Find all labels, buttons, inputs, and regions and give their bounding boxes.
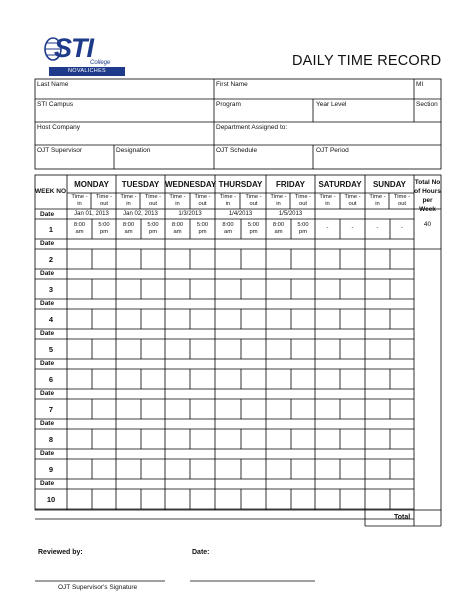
time-in-label-bottom: in: [225, 201, 231, 207]
time-in-label-bottom: in: [276, 201, 281, 207]
week-number: 6: [48, 375, 54, 384]
week1-total-hours: 40: [423, 221, 432, 228]
week-number: 2: [48, 255, 54, 264]
time-out-label-bottom: out: [148, 201, 158, 207]
time-value-top: 8:00: [171, 222, 184, 228]
day-header-6: SUNDAY: [372, 180, 407, 189]
week1-time-in-1: [116, 222, 141, 236]
day-header-4: FRIDAY: [275, 180, 306, 189]
time-out-label-bottom: out: [99, 201, 109, 207]
supervisor-signature-label: OJT Supervisor's Signature: [58, 584, 138, 591]
week-number: 5: [48, 345, 54, 354]
time-value-top: 8:00: [73, 222, 86, 228]
last-name-label: Last Name: [37, 81, 69, 88]
time-value-top: 8:00: [272, 222, 285, 228]
date-value-4: 1/5/2013: [278, 211, 303, 217]
time-value-bottom: am: [75, 229, 84, 235]
time-value-bottom: am: [223, 229, 233, 235]
time-out-header-3: [241, 194, 266, 208]
host-company-label: Host Company: [37, 124, 80, 131]
time-out-label-top: Time -: [95, 194, 113, 200]
week-number: 7: [48, 405, 54, 414]
day-header-5: SATURDAY: [318, 180, 362, 189]
week1-dash-6-1: -: [401, 225, 403, 231]
time-in-label-top: Time -: [120, 194, 137, 200]
week-no-header: WEEK NO: [35, 188, 67, 195]
time-in-header-4: [266, 194, 291, 208]
time-value-bottom: pm: [198, 229, 207, 235]
date-label: Date:: [192, 549, 210, 556]
time-out-header-0: [92, 194, 116, 208]
week1-time-out-0: [92, 222, 116, 236]
time-out-header-4: [291, 194, 315, 208]
section-label: Section: [416, 101, 438, 108]
week1-time-out-2: [190, 222, 215, 236]
designation-label: Designation: [116, 147, 151, 154]
logo-sub: College: [90, 60, 111, 66]
time-value-top: 8:00: [222, 222, 234, 228]
date-value-2: 1/3/2013: [178, 211, 202, 217]
date-value-0: Jan 01, 2013: [74, 211, 109, 217]
date-row-label: Date: [40, 480, 55, 487]
total-label: Total: [394, 514, 411, 521]
time-out-label-bottom: out: [249, 201, 258, 207]
date-row-label: Date: [40, 390, 55, 397]
time-out-header-2: [190, 194, 215, 208]
date-row-label: Date: [40, 270, 55, 277]
day-header-1: TUESDAY: [121, 180, 160, 189]
week1-dash-5-0: -: [326, 225, 329, 231]
time-in-label-bottom: in: [325, 201, 330, 207]
week1-time-in-0: [67, 222, 92, 236]
time-in-header-6: [365, 194, 390, 208]
reviewed-by-label: Reviewed by:: [38, 549, 83, 556]
week1-time-in-2: [165, 222, 190, 236]
time-out-label-bottom: out: [397, 201, 407, 207]
time-in-label-bottom: in: [126, 201, 131, 207]
time-out-label-bottom: out: [198, 201, 207, 207]
time-in-label-top: Time -: [219, 194, 237, 200]
time-value-bottom: am: [124, 229, 133, 235]
time-value-top: 5:00: [247, 222, 260, 228]
week1-time-out-1: [141, 222, 165, 236]
time-in-header-1: [116, 194, 141, 208]
time-out-label-top: Time -: [344, 194, 361, 200]
time-in-header-3: [215, 194, 241, 208]
time-value-top: 5:00: [196, 222, 209, 228]
logo-brand: STI: [54, 33, 94, 63]
time-out-header-1: [141, 194, 165, 208]
ojt-supervisor-label: OJT Supervisor: [37, 147, 83, 154]
date-row-label: Date: [40, 330, 55, 337]
time-in-label-bottom: in: [375, 201, 380, 207]
ojt-period-label: OJT Period: [316, 147, 349, 154]
week-number: 1: [48, 225, 54, 234]
time-in-label-top: Time -: [169, 194, 186, 200]
time-in-header-2: [165, 194, 190, 208]
week1-dash-6-0: -: [376, 225, 379, 231]
date-value-3: 1/4/2013: [228, 211, 253, 217]
week-number: 4: [48, 315, 54, 324]
time-in-label-top: Time -: [71, 194, 88, 200]
time-value-top: 5:00: [297, 222, 309, 228]
time-in-label-top: Time -: [369, 194, 386, 200]
time-out-header-6: [390, 194, 414, 208]
time-out-header-5: [340, 194, 365, 208]
week1-time-out-3: [241, 222, 266, 236]
time-value-top: 5:00: [147, 222, 159, 228]
date-row-label: Date: [40, 240, 55, 247]
time-out-label-top: Time -: [245, 194, 262, 200]
page-title: DAILY TIME RECORD: [292, 53, 442, 69]
week-number: 3: [48, 285, 54, 294]
year-level-label: Year Level: [316, 101, 347, 108]
time-value-bottom: am: [274, 229, 283, 235]
date-row-label: Date: [40, 450, 55, 457]
week-number: 8: [48, 435, 54, 444]
ojt-schedule-label: OJT Schedule: [216, 147, 258, 154]
date-header-label: Date: [40, 211, 55, 218]
time-out-label-top: Time -: [194, 194, 211, 200]
time-out-label-top: Time -: [144, 194, 162, 200]
time-out-label-bottom: out: [298, 201, 308, 207]
date-value-1: Jan 02, 2013: [123, 211, 158, 217]
day-header-2: WEDNESDAY: [165, 180, 217, 189]
time-value-top: 5:00: [98, 222, 110, 228]
time-out-label-top: Time -: [393, 194, 411, 200]
week1-dash-5-1: -: [351, 225, 354, 231]
date-row-label: Date: [40, 420, 55, 427]
department-label: Department Assigned to:: [216, 124, 288, 131]
total-hours-header: Total No of Hours per Week: [414, 179, 441, 213]
time-value-bottom: pm: [148, 229, 158, 235]
week1-time-in-4: [266, 222, 291, 236]
date-row-label: Date: [40, 300, 55, 307]
week1-time-in-3: [215, 222, 241, 236]
time-value-bottom: am: [173, 229, 182, 235]
time-in-header-5: [315, 194, 340, 208]
time-value-bottom: pm: [298, 229, 308, 235]
campus-label: STI Campus: [37, 101, 74, 108]
program-label: Program: [216, 101, 241, 108]
week-number: 9: [48, 465, 54, 474]
mi-label: MI: [416, 81, 424, 88]
week1-time-out-4: [291, 222, 315, 236]
time-out-label-bottom: out: [348, 201, 357, 207]
time-value-bottom: pm: [99, 229, 109, 235]
logo-campus: NOVALICHES: [49, 67, 125, 76]
time-value-bottom: pm: [249, 229, 258, 235]
week-number: 10: [46, 495, 56, 504]
time-in-label-top: Time -: [319, 194, 336, 200]
time-in-header-0: [67, 194, 92, 208]
first-name-label: First Name: [216, 81, 248, 88]
time-in-label-bottom: in: [175, 201, 180, 207]
time-out-label-top: Time -: [294, 194, 312, 200]
time-in-label-bottom: in: [77, 201, 82, 207]
day-header-0: MONDAY: [74, 180, 109, 189]
time-in-label-top: Time -: [270, 194, 287, 200]
day-header-3: THURSDAY: [218, 180, 263, 189]
time-value-top: 8:00: [122, 222, 135, 228]
date-row-label: Date: [40, 360, 55, 367]
